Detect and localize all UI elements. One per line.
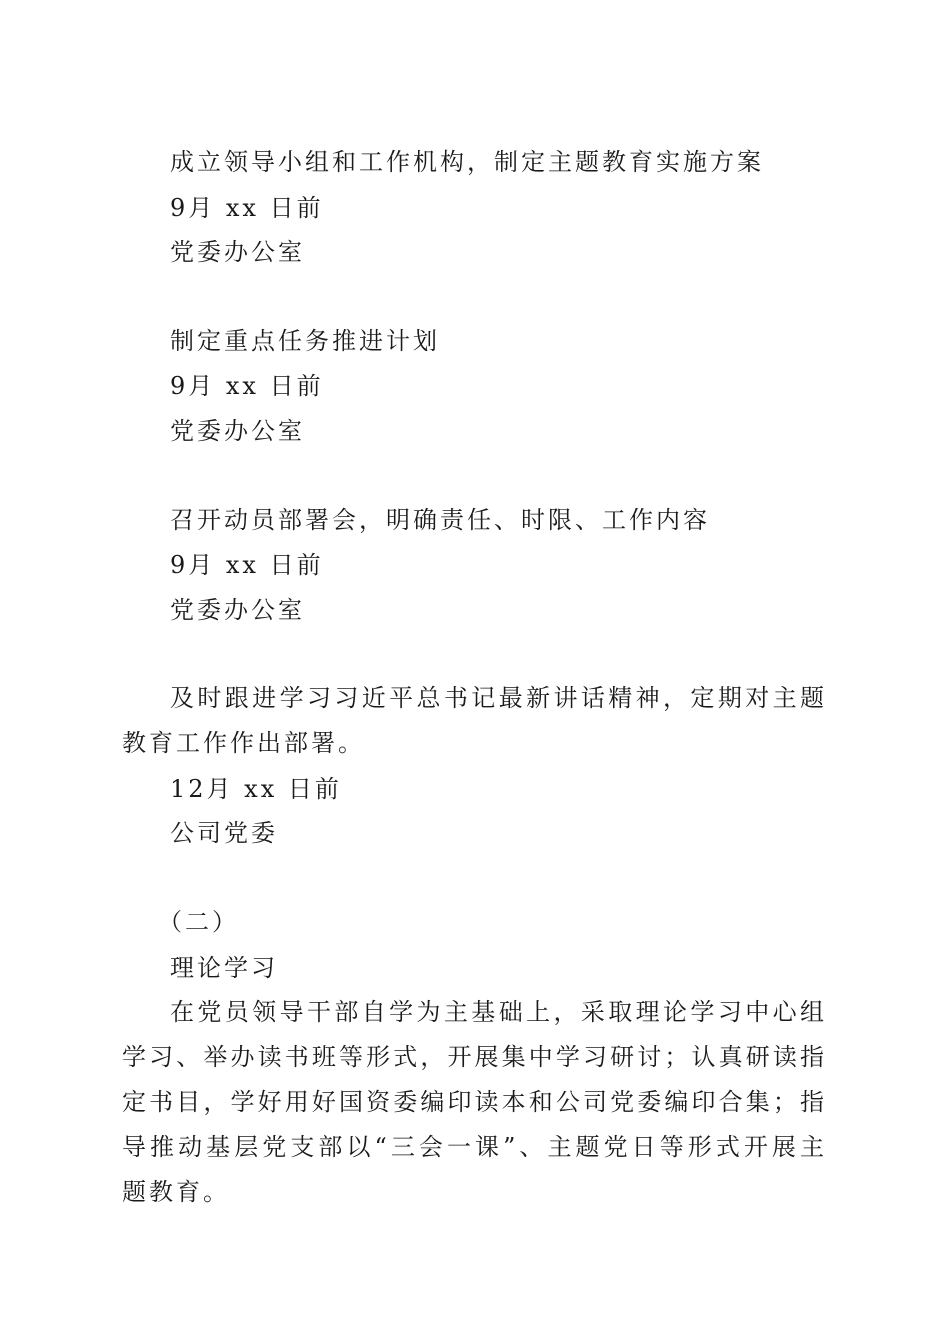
task-2-owner: 党委办公室 [170,417,305,445]
task-1-content: 成立领导小组和工作机构，制定主题教育实施方案 [170,148,764,176]
task-1-deadline: 9月 xx 日前 [170,194,324,222]
task-4-owner: 公司党委 [170,819,278,847]
task-4-content: 及时跟进学习习近平总书记最新讲话精神，定期对主题教育工作作出部署。 [122,684,827,757]
task-1-owner: 党委办公室 [170,238,305,266]
task-2-content: 制定重点任务推进计划 [170,327,440,355]
task-4-deadline: 12月 xx 日前 [170,775,342,803]
task-3-deadline: 9月 xx 日前 [170,551,324,579]
task-3-content: 召开动员部署会，明确责任、时限、工作内容 [170,506,710,534]
task-2-deadline: 9月 xx 日前 [170,372,324,400]
section-2-body: 在党员领导干部自学为主基础上，采取理论学习中心组学习、举办读书班等形式，开展集中学习研讨；认真研读指定书目，学好用好国资委编印读本和公司党委编印合集；指导推动基层党支部以“三会一课”、主题党日等形式开展主题教育。 [122,998,827,1206]
section-2-number: （二） [158,908,239,936]
task-3-owner: 党委办公室 [170,596,305,624]
section-2-title: 理论学习 [170,954,278,982]
